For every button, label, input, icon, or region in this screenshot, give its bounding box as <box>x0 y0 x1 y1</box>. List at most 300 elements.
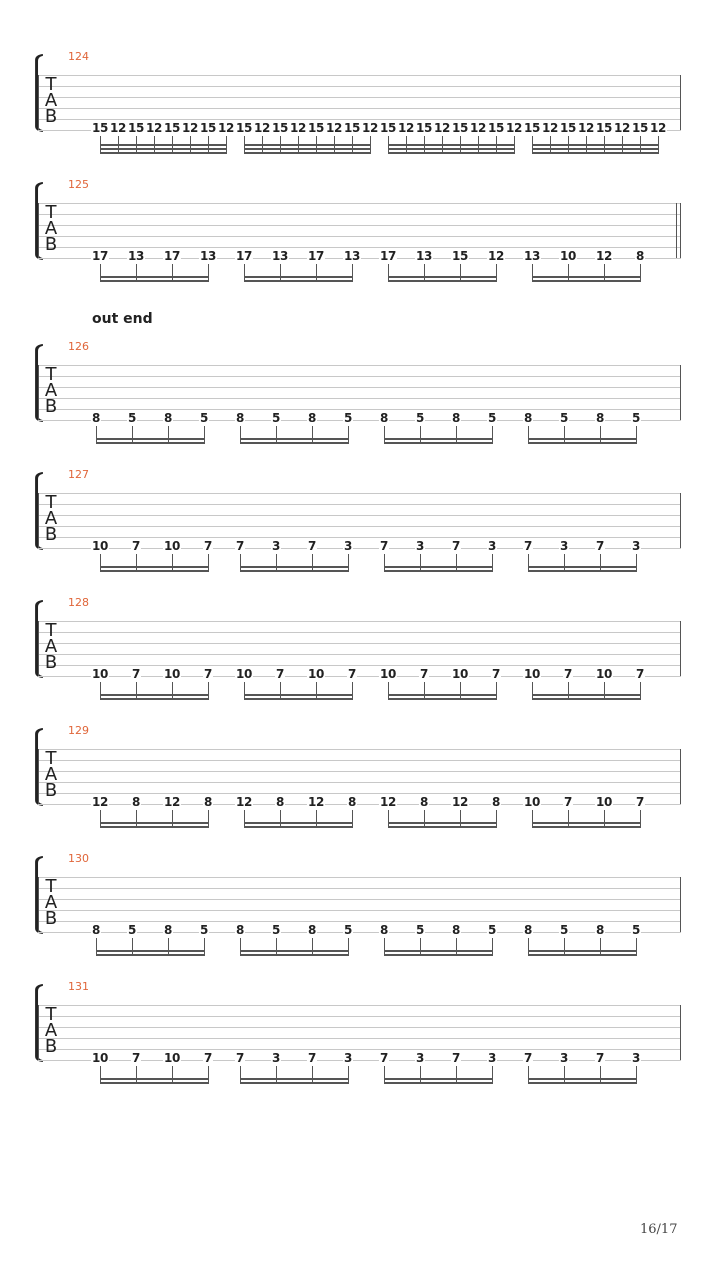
fret-number: 7 <box>635 667 645 681</box>
note-beam <box>100 276 209 278</box>
fret-number: 8 <box>379 923 389 937</box>
bar-line-right <box>680 621 681 676</box>
fret-number: 5 <box>199 923 209 937</box>
fret-number: 10 <box>595 667 613 681</box>
fret-number: 3 <box>559 539 569 553</box>
tab-clef-letter: A <box>44 636 58 657</box>
note-beam <box>244 694 353 696</box>
fret-number: 8 <box>91 411 101 425</box>
fret-number: 5 <box>271 411 281 425</box>
fret-number: 3 <box>343 539 353 553</box>
fret-number: 12 <box>433 121 451 135</box>
note-beam <box>532 698 641 700</box>
staff-line <box>38 119 681 120</box>
note-beam <box>96 950 205 952</box>
fret-number: 13 <box>343 249 361 263</box>
fret-number: 5 <box>271 923 281 937</box>
staff-line <box>38 782 681 783</box>
staff-line <box>38 504 681 505</box>
fret-number: 10 <box>379 667 397 681</box>
fret-number: 7 <box>491 667 501 681</box>
note-beam <box>240 954 349 956</box>
staff-line <box>38 365 681 366</box>
fret-number: 10 <box>163 1051 181 1065</box>
fret-number: 10 <box>235 667 253 681</box>
staff-line <box>38 387 681 388</box>
staff-line <box>38 75 681 76</box>
fret-number: 7 <box>419 667 429 681</box>
staff-line <box>38 225 681 226</box>
fret-number: 15 <box>523 121 541 135</box>
tab-clef-letter: B <box>44 908 58 929</box>
measure-number: 131 <box>68 980 89 993</box>
fret-number: 7 <box>131 539 141 553</box>
tab-clef-letter: B <box>44 1036 58 1057</box>
text-marker: out end <box>92 311 153 327</box>
note-beam <box>532 280 641 282</box>
fret-number: 3 <box>631 539 641 553</box>
fret-number: 12 <box>397 121 415 135</box>
note-beam <box>100 1082 209 1084</box>
fret-number: 12 <box>487 249 505 263</box>
fret-number: 17 <box>235 249 253 263</box>
fret-number: 10 <box>91 1051 109 1065</box>
bar-line-double-end <box>680 203 681 258</box>
fret-number: 5 <box>127 411 137 425</box>
fret-number: 12 <box>613 121 631 135</box>
note-beam <box>388 822 497 824</box>
staff-line <box>38 97 681 98</box>
note-beam <box>384 570 493 572</box>
fret-number: 3 <box>271 1051 281 1065</box>
fret-number: 17 <box>91 249 109 263</box>
fret-number: 8 <box>235 923 245 937</box>
staff-line <box>38 921 681 922</box>
fret-number: 8 <box>635 249 645 263</box>
fret-number: 5 <box>343 923 353 937</box>
tab-system <box>0 50 720 150</box>
fret-number: 7 <box>203 1051 213 1065</box>
fret-number: 15 <box>199 121 217 135</box>
fret-number: 8 <box>91 923 101 937</box>
fret-number: 12 <box>145 121 163 135</box>
fret-number: 15 <box>307 121 325 135</box>
fret-number: 12 <box>91 795 109 809</box>
tab-clef-letter: T <box>45 492 57 513</box>
note-beam <box>384 950 493 952</box>
fret-number: 5 <box>487 411 497 425</box>
fret-number: 7 <box>307 539 317 553</box>
tab-clef-letter: A <box>44 1020 58 1041</box>
fret-number: 7 <box>131 1051 141 1065</box>
fret-number: 17 <box>163 249 181 263</box>
staff-line <box>38 899 681 900</box>
fret-number: 13 <box>271 249 289 263</box>
fret-number: 12 <box>163 795 181 809</box>
note-beam <box>528 954 637 956</box>
fret-number: 8 <box>131 795 141 809</box>
bar-line-left <box>38 877 39 932</box>
fret-number: 13 <box>523 249 541 263</box>
fret-number: 5 <box>631 923 641 937</box>
measure-number: 130 <box>68 852 89 865</box>
fret-number: 7 <box>451 539 461 553</box>
tab-clef-letter: B <box>44 396 58 417</box>
staff-line <box>38 236 681 237</box>
note-beam <box>244 280 353 282</box>
bar-line-left <box>38 621 39 676</box>
note-beam <box>528 950 637 952</box>
note-beam <box>244 148 371 150</box>
note-beam <box>240 442 349 444</box>
fret-number: 17 <box>379 249 397 263</box>
fret-number: 10 <box>307 667 325 681</box>
note-beam <box>532 148 659 150</box>
fret-number: 3 <box>415 1051 425 1065</box>
note-beam <box>532 826 641 828</box>
staff-line <box>38 1038 681 1039</box>
bar-line-left <box>38 493 39 548</box>
tab-clef-letter: B <box>44 106 58 127</box>
staff-line <box>38 654 681 655</box>
bar-line-right <box>680 1005 681 1060</box>
staff-line <box>38 537 681 538</box>
note-beam <box>244 144 371 146</box>
note-beam <box>240 1082 349 1084</box>
note-beam <box>384 438 493 440</box>
fret-number: 5 <box>415 923 425 937</box>
bar-line-left <box>38 203 39 258</box>
measure-number: 126 <box>68 340 89 353</box>
note-beam <box>100 698 209 700</box>
fret-number: 12 <box>253 121 271 135</box>
note-beam <box>244 276 353 278</box>
tab-clef-letter: T <box>45 74 57 95</box>
staff-line <box>38 515 681 516</box>
staff-line <box>38 526 681 527</box>
tab-system <box>0 178 720 278</box>
fret-number: 8 <box>307 923 317 937</box>
note-beam <box>240 438 349 440</box>
fret-number: 3 <box>343 1051 353 1065</box>
fret-number: 7 <box>379 539 389 553</box>
note-beam <box>100 694 209 696</box>
note-beam <box>532 694 641 696</box>
note-beam <box>244 826 353 828</box>
note-beam <box>384 1078 493 1080</box>
fret-number: 8 <box>523 411 533 425</box>
staff-line <box>38 108 681 109</box>
note-beam <box>240 1078 349 1080</box>
note-beam <box>532 276 641 278</box>
fret-number: 8 <box>347 795 357 809</box>
fret-number: 8 <box>595 411 605 425</box>
fret-number: 12 <box>649 121 667 135</box>
note-beam <box>384 566 493 568</box>
fret-number: 3 <box>271 539 281 553</box>
fret-number: 10 <box>163 667 181 681</box>
fret-number: 15 <box>127 121 145 135</box>
fret-number: 5 <box>343 411 353 425</box>
fret-number: 7 <box>347 667 357 681</box>
fret-number: 5 <box>487 923 497 937</box>
measure-number: 124 <box>68 50 89 63</box>
fret-number: 8 <box>491 795 501 809</box>
fret-number: 15 <box>487 121 505 135</box>
fret-number: 8 <box>163 923 173 937</box>
fret-number: 8 <box>595 923 605 937</box>
fret-number: 7 <box>635 795 645 809</box>
note-beam <box>100 148 227 150</box>
tab-system <box>0 468 720 568</box>
staff-line <box>38 621 681 622</box>
tab-system <box>0 596 720 696</box>
fret-number: 12 <box>181 121 199 135</box>
tab-clef-letter: B <box>44 652 58 673</box>
bar-line-double-thin <box>676 203 677 258</box>
staff-line <box>38 398 681 399</box>
note-beam <box>528 438 637 440</box>
tab-clef-letter: B <box>44 524 58 545</box>
note-beam <box>240 566 349 568</box>
measure-number: 128 <box>68 596 89 609</box>
fret-number: 10 <box>523 795 541 809</box>
note-beam <box>384 954 493 956</box>
note-beam <box>388 152 515 154</box>
fret-number: 7 <box>595 539 605 553</box>
fret-number: 5 <box>559 923 569 937</box>
bar-line-right <box>680 75 681 130</box>
bar-line-left <box>38 1005 39 1060</box>
staff-line <box>38 409 681 410</box>
tab-clef-letter: T <box>45 876 57 897</box>
staff-line <box>38 793 681 794</box>
fret-number: 12 <box>361 121 379 135</box>
fret-number: 7 <box>523 1051 533 1065</box>
fret-number: 8 <box>419 795 429 809</box>
page-number: 16/17 <box>640 1222 678 1237</box>
fret-number: 12 <box>541 121 559 135</box>
note-beam <box>100 280 209 282</box>
fret-number: 8 <box>451 411 461 425</box>
tab-system <box>0 980 720 1080</box>
fret-number: 3 <box>487 1051 497 1065</box>
tab-clef-letter: A <box>44 764 58 785</box>
fret-number: 7 <box>275 667 285 681</box>
staff-line <box>38 247 681 248</box>
fret-number: 3 <box>559 1051 569 1065</box>
fret-number: 15 <box>91 121 109 135</box>
measure-number: 129 <box>68 724 89 737</box>
fret-number: 8 <box>307 411 317 425</box>
bar-line-right <box>680 365 681 420</box>
note-beam <box>528 1082 637 1084</box>
note-beam <box>528 566 637 568</box>
tab-clef-letter: A <box>44 218 58 239</box>
staff-line <box>38 749 681 750</box>
tab-system <box>0 852 720 952</box>
staff-line <box>38 1016 681 1017</box>
fret-number: 8 <box>379 411 389 425</box>
note-beam <box>388 148 515 150</box>
fret-number: 10 <box>91 667 109 681</box>
fret-number: 7 <box>131 667 141 681</box>
staff-line <box>38 665 681 666</box>
tab-clef-letter: A <box>44 508 58 529</box>
fret-number: 10 <box>523 667 541 681</box>
tab-clef-letter: T <box>45 1004 57 1025</box>
fret-number: 3 <box>415 539 425 553</box>
fret-number: 7 <box>523 539 533 553</box>
fret-number: 8 <box>163 411 173 425</box>
tab-clef-letter: T <box>45 748 57 769</box>
note-beam <box>528 442 637 444</box>
note-beam <box>100 1078 209 1080</box>
fret-number: 8 <box>235 411 245 425</box>
tab-system <box>0 724 720 824</box>
fret-number: 12 <box>325 121 343 135</box>
bar-line-right <box>680 749 681 804</box>
staff-line <box>38 632 681 633</box>
staff-line <box>38 643 681 644</box>
staff-line <box>38 1049 681 1050</box>
bar-line-left <box>38 75 39 130</box>
note-beam <box>384 1082 493 1084</box>
fret-number: 15 <box>271 121 289 135</box>
fret-number: 7 <box>235 1051 245 1065</box>
note-beam <box>532 822 641 824</box>
note-beam <box>532 144 659 146</box>
fret-number: 12 <box>505 121 523 135</box>
fret-number: 12 <box>595 249 613 263</box>
fret-number: 13 <box>199 249 217 263</box>
fret-number: 8 <box>203 795 213 809</box>
fret-number: 15 <box>415 121 433 135</box>
fret-number: 15 <box>235 121 253 135</box>
fret-number: 7 <box>307 1051 317 1065</box>
note-beam <box>528 1078 637 1080</box>
note-beam <box>96 954 205 956</box>
note-beam <box>384 442 493 444</box>
staff-line <box>38 1027 681 1028</box>
staff-line <box>38 376 681 377</box>
tab-clef-letter: B <box>44 234 58 255</box>
note-beam <box>100 822 209 824</box>
staff-line <box>38 1005 681 1006</box>
fret-number: 12 <box>379 795 397 809</box>
note-beam <box>528 570 637 572</box>
fret-number: 15 <box>631 121 649 135</box>
fret-number: 12 <box>109 121 127 135</box>
tab-system <box>0 340 720 440</box>
fret-number: 5 <box>415 411 425 425</box>
fret-number: 7 <box>563 667 573 681</box>
fret-number: 8 <box>451 923 461 937</box>
note-beam <box>100 570 209 572</box>
fret-number: 10 <box>91 539 109 553</box>
note-beam <box>240 570 349 572</box>
fret-number: 8 <box>523 923 533 937</box>
fret-number: 8 <box>275 795 285 809</box>
measure-number: 125 <box>68 178 89 191</box>
note-beam <box>96 442 205 444</box>
fret-number: 15 <box>595 121 613 135</box>
bar-line-left <box>38 365 39 420</box>
note-beam <box>532 152 659 154</box>
fret-number: 7 <box>451 1051 461 1065</box>
fret-number: 7 <box>563 795 573 809</box>
fret-number: 15 <box>451 121 469 135</box>
note-beam <box>100 826 209 828</box>
fret-number: 13 <box>127 249 145 263</box>
fret-number: 12 <box>307 795 325 809</box>
note-beam <box>388 280 497 282</box>
fret-number: 7 <box>203 539 213 553</box>
fret-number: 10 <box>451 667 469 681</box>
fret-number: 10 <box>163 539 181 553</box>
fret-number: 5 <box>631 411 641 425</box>
fret-number: 12 <box>577 121 595 135</box>
staff-line <box>38 877 681 878</box>
note-beam <box>388 694 497 696</box>
fret-number: 7 <box>379 1051 389 1065</box>
fret-number: 12 <box>469 121 487 135</box>
staff-line <box>38 771 681 772</box>
staff-line <box>38 888 681 889</box>
fret-number: 7 <box>595 1051 605 1065</box>
note-beam <box>96 438 205 440</box>
tab-clef-letter: T <box>45 202 57 223</box>
note-beam <box>388 698 497 700</box>
fret-number: 5 <box>559 411 569 425</box>
fret-number: 15 <box>559 121 577 135</box>
measure-number: 127 <box>68 468 89 481</box>
fret-number: 17 <box>307 249 325 263</box>
tab-clef-letter: T <box>45 364 57 385</box>
note-beam <box>388 144 515 146</box>
fret-number: 15 <box>451 249 469 263</box>
fret-number: 10 <box>559 249 577 263</box>
fret-number: 12 <box>235 795 253 809</box>
bar-line-right <box>680 493 681 548</box>
fret-number: 5 <box>127 923 137 937</box>
staff-line <box>38 203 681 204</box>
note-beam <box>244 152 371 154</box>
fret-number: 5 <box>199 411 209 425</box>
fret-number: 15 <box>343 121 361 135</box>
staff-line <box>38 214 681 215</box>
tab-clef-letter: A <box>44 90 58 111</box>
tab-clef-letter: T <box>45 620 57 641</box>
fret-number: 15 <box>379 121 397 135</box>
tab-clef-letter: A <box>44 892 58 913</box>
bar-line-left <box>38 749 39 804</box>
note-beam <box>244 822 353 824</box>
tab-clef-letter: A <box>44 380 58 401</box>
fret-number: 7 <box>203 667 213 681</box>
staff-line <box>38 86 681 87</box>
note-beam <box>244 698 353 700</box>
staff-line <box>38 760 681 761</box>
note-beam <box>100 152 227 154</box>
fret-number: 3 <box>487 539 497 553</box>
note-beam <box>388 276 497 278</box>
note-beam <box>100 144 227 146</box>
fret-number: 12 <box>217 121 235 135</box>
fret-number: 13 <box>415 249 433 263</box>
note-beam <box>240 950 349 952</box>
fret-number: 12 <box>289 121 307 135</box>
